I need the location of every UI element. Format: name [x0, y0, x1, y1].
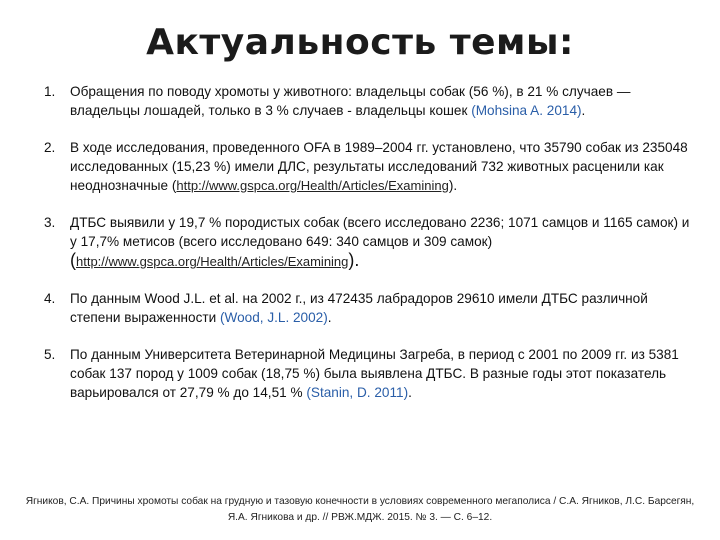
- item-number: 1.: [44, 84, 56, 99]
- item-text: В ходе исследования, проведенного OFA в 1989–2004 гг. установлено, что 35790 собак из 235048 исследованных (15,23 %) имели ДЛС, результаты исследований 732 животных расценили как неоднозначные: [70, 140, 688, 193]
- link-close-paren: ).: [448, 178, 458, 193]
- item-text: ДТБС выявили у 19,7 % породистых собак (всего исследовано 2236; 1071 самцов и 1165 самок) и у 17,7% метисов (всего исследовано 649: 340 самцов и 309 самок): [70, 215, 690, 249]
- page-title: Актуальность темы:: [146, 22, 574, 63]
- item-number: 3.: [44, 215, 56, 230]
- link-open-paren: (: [171, 178, 177, 193]
- link-close-paren: ).: [348, 250, 360, 270]
- list-item: [44, 82, 694, 120]
- item-number: 5.: [44, 347, 56, 362]
- link-open-paren: (: [70, 250, 76, 270]
- item-number: 4.: [44, 291, 56, 306]
- list-item: [44, 138, 694, 195]
- citation: (Wood, J.L. 2002): [219, 310, 328, 325]
- list-item: [44, 213, 694, 271]
- source-link[interactable]: http://www.gspca.org/Health/Articles/Examining: [176, 178, 449, 193]
- item-text: По данным Университета Ветеринарной Медицины Загреба, в период с 2001 по 2009 гг. из 5381 собак 137 пород у 1009 собак (18,75 %) была выявлена ДТБС. В разные годы этот показатель варьировался от 27,79 % до 14,51 %: [70, 347, 679, 400]
- item-text: Обращения по поводу хромоты у животного: владельцы собак (56 %), в 21 % случаев — владельцы лошадей, только в 3 % случаев - владельцы кошек: [70, 84, 631, 118]
- list-item: [44, 345, 694, 402]
- findings-list: [44, 82, 694, 402]
- item-number: 2.: [44, 140, 56, 155]
- item-text: По данным Wood J.L. et al. на 2002 г., из 472435 лабрадоров 29610 имели ДТБС различной степени выраженности: [70, 291, 648, 325]
- source-link[interactable]: http://www.gspca.org/Health/Articles/Examining: [76, 254, 349, 269]
- footer-reference: Ягников, С.А. Причины хромоты собак на грудную и тазовую конечности в условиях современного мегаполиса / С.А. Ягников, Л.С. Барсегян, Я.А. Ягникова и др. // РВЖ.МДЖ. 2015. № 3. — С. 6–12.: [25, 496, 695, 523]
- item-tail: .: [327, 310, 332, 325]
- citation: (Mohsina A. 2014): [471, 103, 582, 118]
- citation: (Stanin, D. 2011): [306, 385, 409, 400]
- item-tail: .: [581, 103, 586, 118]
- item-tail: .: [408, 385, 412, 400]
- list-item: [44, 289, 694, 327]
